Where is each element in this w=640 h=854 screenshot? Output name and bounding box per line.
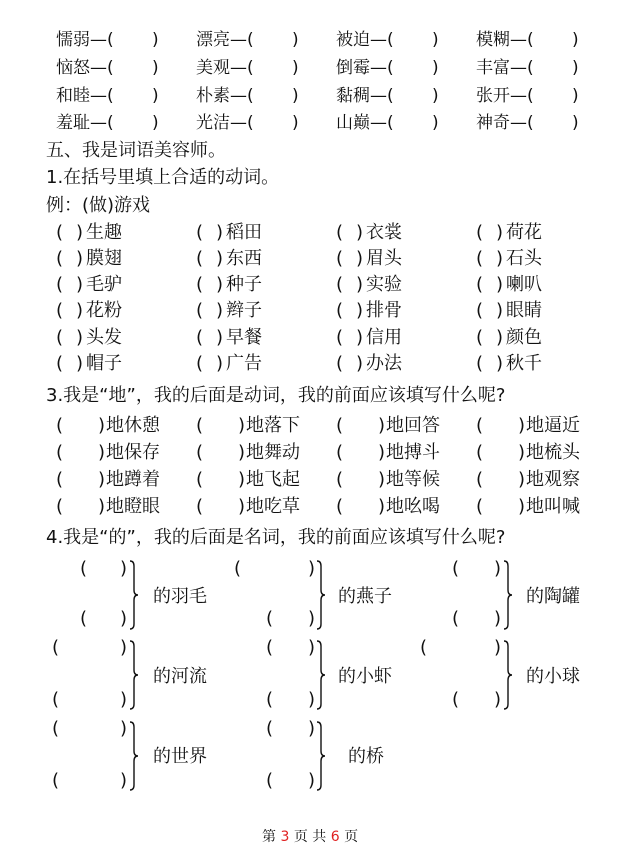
paren-open[interactable]: ( — [56, 300, 64, 321]
q1-word: 种子 — [226, 274, 262, 295]
paren-close: ) — [120, 718, 128, 739]
paren-close: ) — [120, 558, 128, 579]
q3-word: 地观察 — [526, 469, 580, 490]
paren-open[interactable]: ( — [56, 274, 64, 295]
paren-open[interactable]: ( — [266, 718, 274, 739]
q1-word: 实验 — [366, 274, 402, 295]
q1-word: 眉头 — [366, 248, 402, 269]
paren-open[interactable]: ( — [80, 608, 88, 629]
q4-noun: 的桥 — [348, 746, 384, 767]
q3-word: 地落下 — [246, 415, 300, 436]
q1-word: 生趣 — [86, 222, 122, 243]
answer-blank-close[interactable]: ) — [572, 86, 579, 106]
paren-open[interactable]: ( — [196, 496, 204, 517]
paren-open[interactable]: ( — [196, 469, 204, 490]
q4-noun: 的羽毛 — [153, 586, 207, 607]
paren-close: ) — [496, 248, 504, 269]
antonym-prompt: 张开—( — [476, 86, 534, 106]
q3-word: 地吃草 — [246, 496, 300, 517]
paren-open[interactable]: ( — [266, 637, 274, 658]
paren-open[interactable]: ( — [56, 222, 64, 243]
paren-close: ) — [356, 248, 364, 269]
curly-brace — [129, 721, 139, 791]
q3-word: 地吆喝 — [386, 496, 440, 517]
paren-close: ) — [496, 327, 504, 348]
answer-blank-close[interactable]: ) — [432, 113, 439, 133]
paren-close: ) — [378, 415, 386, 436]
paren-close: ) — [308, 558, 316, 579]
paren-close: ) — [76, 353, 84, 374]
paren-close: ) — [98, 442, 106, 463]
paren-open[interactable]: ( — [476, 353, 484, 374]
q3-word: 地飞起 — [246, 469, 300, 490]
paren-open[interactable]: ( — [56, 353, 64, 374]
antonym-prompt: 美观—( — [196, 58, 254, 78]
q1-word: 信用 — [366, 327, 402, 348]
paren-close: ) — [120, 637, 128, 658]
paren-open[interactable]: ( — [56, 442, 64, 463]
q1-word: 颜色 — [506, 327, 542, 348]
footer-total-pages: 6 — [330, 829, 340, 845]
paren-open[interactable]: ( — [56, 496, 64, 517]
paren-close: ) — [356, 222, 364, 243]
q1-word: 东西 — [226, 248, 262, 269]
q3-title: 3.我是“地”，我的后面是动词，我的前面应该填写什么呢? — [46, 385, 506, 406]
paren-close: ) — [120, 770, 128, 791]
curly-brace — [503, 560, 513, 630]
q4-noun: 的世界 — [153, 746, 207, 767]
paren-open[interactable]: ( — [476, 248, 484, 269]
q1-word: 头发 — [86, 327, 122, 348]
paren-open[interactable]: ( — [52, 689, 60, 710]
q4-noun: 的燕子 — [338, 586, 392, 607]
antonym-prompt: 丰富—( — [476, 58, 534, 78]
paren-open[interactable]: ( — [452, 689, 460, 710]
paren-open[interactable]: ( — [476, 415, 484, 436]
paren-close: ) — [308, 718, 316, 739]
q1-example: 例：(做)游戏 — [46, 195, 151, 216]
paren-open[interactable]: ( — [336, 353, 344, 374]
paren-open[interactable]: ( — [196, 274, 204, 295]
paren-close: ) — [496, 353, 504, 374]
paren-open[interactable]: ( — [476, 496, 484, 517]
answer-blank-close[interactable]: ) — [572, 113, 579, 133]
paren-open[interactable]: ( — [336, 442, 344, 463]
paren-open[interactable]: ( — [52, 637, 60, 658]
answer-blank-close[interactable]: ) — [432, 30, 439, 50]
paren-open[interactable]: ( — [336, 327, 344, 348]
paren-close: ) — [494, 608, 502, 629]
paren-open[interactable]: ( — [452, 608, 460, 629]
paren-close: ) — [216, 300, 224, 321]
paren-open[interactable]: ( — [196, 222, 204, 243]
antonym-prompt: 黏稠—( — [336, 86, 394, 106]
q4-title: 4.我是“的”，我的后面是名词，我的前面应该填写什么呢? — [46, 527, 506, 548]
answer-blank-close[interactable]: ) — [292, 86, 299, 106]
paren-open[interactable]: ( — [52, 718, 60, 739]
paren-close: ) — [494, 689, 502, 710]
paren-open[interactable]: ( — [336, 300, 344, 321]
paren-open[interactable]: ( — [234, 558, 242, 579]
paren-open[interactable]: ( — [266, 770, 274, 791]
answer-blank-close[interactable]: ) — [572, 30, 579, 50]
q3-word: 地回答 — [386, 415, 440, 436]
q3-word: 地梳头 — [526, 442, 580, 463]
paren-open[interactable]: ( — [476, 442, 484, 463]
paren-open[interactable]: ( — [452, 558, 460, 579]
antonym-prompt: 光洁—( — [196, 113, 254, 133]
q1-word: 毛驴 — [86, 274, 122, 295]
paren-open[interactable]: ( — [196, 442, 204, 463]
paren-open[interactable]: ( — [336, 274, 344, 295]
answer-blank-close[interactable]: ) — [432, 86, 439, 106]
paren-open[interactable]: ( — [196, 353, 204, 374]
answer-blank-close[interactable]: ) — [152, 113, 159, 133]
q1-word: 办法 — [366, 353, 402, 374]
q4-noun: 的河流 — [153, 666, 207, 687]
paren-close: ) — [496, 300, 504, 321]
paren-close: ) — [356, 300, 364, 321]
q1-word: 稻田 — [226, 222, 262, 243]
paren-open[interactable]: ( — [476, 222, 484, 243]
paren-open[interactable]: ( — [56, 469, 64, 490]
paren-open[interactable]: ( — [420, 637, 428, 658]
antonym-prompt: 神奇—( — [476, 113, 534, 133]
paren-close: ) — [356, 274, 364, 295]
q1-word: 膜翅 — [86, 248, 122, 269]
paren-open[interactable]: ( — [476, 327, 484, 348]
q1-word: 广告 — [226, 353, 262, 374]
curly-brace — [129, 560, 139, 630]
antonym-prompt: 漂亮—( — [196, 30, 254, 50]
paren-close: ) — [98, 496, 106, 517]
answer-blank-close[interactable]: ) — [152, 58, 159, 78]
paren-close: ) — [308, 770, 316, 791]
q1-word: 石头 — [506, 248, 542, 269]
paren-close: ) — [378, 469, 386, 490]
paren-close: ) — [308, 689, 316, 710]
answer-blank-close[interactable]: ) — [432, 58, 439, 78]
paren-open[interactable]: ( — [336, 469, 344, 490]
q3-word: 地逼近 — [526, 415, 580, 436]
antonym-prompt: 被迫—( — [336, 30, 394, 50]
curly-brace — [316, 721, 326, 791]
paren-open[interactable]: ( — [196, 300, 204, 321]
q4-noun: 的陶罐 — [526, 586, 580, 607]
paren-close: ) — [494, 558, 502, 579]
q3-word: 地休憩 — [106, 415, 160, 436]
paren-open[interactable]: ( — [56, 415, 64, 436]
q3-word: 地搏斗 — [386, 442, 440, 463]
paren-close: ) — [216, 353, 224, 374]
answer-blank-close[interactable]: ) — [292, 30, 299, 50]
answer-blank-close[interactable]: ) — [152, 86, 159, 106]
q3-word: 地瞪眼 — [106, 496, 160, 517]
curly-brace — [316, 560, 326, 630]
paren-close: ) — [356, 353, 364, 374]
paren-open[interactable]: ( — [266, 608, 274, 629]
paren-close: ) — [238, 415, 246, 436]
q1-word: 秋千 — [506, 353, 542, 374]
q3-word: 地叫喊 — [526, 496, 580, 517]
q4-noun: 的小球 — [526, 666, 580, 687]
paren-close: ) — [76, 300, 84, 321]
antonym-prompt: 羞耻—( — [56, 113, 114, 133]
q3-word: 地舞动 — [246, 442, 300, 463]
paren-close: ) — [120, 608, 128, 629]
paren-close: ) — [216, 274, 224, 295]
q1-word: 辫子 — [226, 300, 262, 321]
curly-brace — [503, 640, 513, 710]
q3-word: 地蹲着 — [106, 469, 160, 490]
q3-word: 地等候 — [386, 469, 440, 490]
paren-close: ) — [518, 442, 526, 463]
answer-blank-close[interactable]: ) — [152, 30, 159, 50]
paren-close: ) — [216, 222, 224, 243]
paren-close: ) — [518, 496, 526, 517]
paren-close: ) — [76, 248, 84, 269]
antonym-prompt: 倒霉—( — [336, 58, 394, 78]
paren-close: ) — [216, 248, 224, 269]
paren-open[interactable]: ( — [476, 300, 484, 321]
antonym-prompt: 山巅—( — [336, 113, 394, 133]
answer-blank-close[interactable]: ) — [292, 58, 299, 78]
q3-word: 地保存 — [106, 442, 160, 463]
section5-title: 五、我是词语美容师。 — [46, 140, 226, 161]
curly-brace — [316, 640, 326, 710]
q1-word: 喇叭 — [506, 274, 542, 295]
paren-open[interactable]: ( — [266, 689, 274, 710]
paren-close: ) — [238, 496, 246, 517]
curly-brace — [129, 640, 139, 710]
paren-open[interactable]: ( — [196, 248, 204, 269]
antonym-prompt: 模糊—( — [476, 30, 534, 50]
paren-close: ) — [76, 222, 84, 243]
paren-close: ) — [216, 327, 224, 348]
antonym-prompt: 朴素—( — [196, 86, 254, 106]
antonym-prompt: 恼怒—( — [56, 58, 114, 78]
paren-open[interactable]: ( — [336, 496, 344, 517]
paren-open[interactable]: ( — [56, 327, 64, 348]
paren-open[interactable]: ( — [336, 248, 344, 269]
paren-close: ) — [378, 496, 386, 517]
q1-title: 1.在括号里填上合适的动词。 — [46, 167, 280, 188]
paren-open[interactable]: ( — [476, 274, 484, 295]
paren-open[interactable]: ( — [336, 222, 344, 243]
q1-word: 早餐 — [226, 327, 262, 348]
antonym-prompt: 懦弱—( — [56, 30, 114, 50]
paren-close: ) — [238, 442, 246, 463]
paren-close: ) — [378, 442, 386, 463]
paren-close: ) — [120, 689, 128, 710]
paren-open[interactable]: ( — [476, 469, 484, 490]
paren-close: ) — [238, 469, 246, 490]
paren-open[interactable]: ( — [52, 770, 60, 791]
paren-close: ) — [308, 608, 316, 629]
footer-pre: 第 — [262, 829, 276, 845]
paren-close: ) — [76, 327, 84, 348]
q1-word: 排骨 — [366, 300, 402, 321]
q1-word: 眼睛 — [506, 300, 542, 321]
footer-mid: 页 共 — [293, 829, 327, 845]
paren-open[interactable]: ( — [196, 327, 204, 348]
q4-noun: 的小虾 — [338, 666, 392, 687]
answer-blank-close[interactable]: ) — [292, 113, 299, 133]
page-footer — [262, 828, 358, 846]
q1-word: 荷花 — [506, 222, 542, 243]
paren-close: ) — [496, 274, 504, 295]
paren-close: ) — [518, 415, 526, 436]
paren-close: ) — [496, 222, 504, 243]
paren-close: ) — [308, 637, 316, 658]
footer-post: 页 — [344, 829, 359, 845]
footer-page-number: 3 — [280, 829, 290, 845]
paren-open[interactable]: ( — [80, 558, 88, 579]
paren-close: ) — [356, 327, 364, 348]
paren-close: ) — [76, 274, 84, 295]
antonym-prompt: 和睦—( — [56, 86, 114, 106]
paren-close: ) — [518, 469, 526, 490]
paren-close: ) — [98, 469, 106, 490]
q1-word: 花粉 — [86, 300, 122, 321]
paren-close: ) — [98, 415, 106, 436]
q1-word: 衣裳 — [366, 222, 402, 243]
paren-close: ) — [494, 637, 502, 658]
paren-open[interactable]: ( — [196, 415, 204, 436]
paren-open[interactable]: ( — [56, 248, 64, 269]
q1-word: 帽子 — [86, 353, 122, 374]
answer-blank-close[interactable]: ) — [572, 58, 579, 78]
paren-open[interactable]: ( — [336, 415, 344, 436]
